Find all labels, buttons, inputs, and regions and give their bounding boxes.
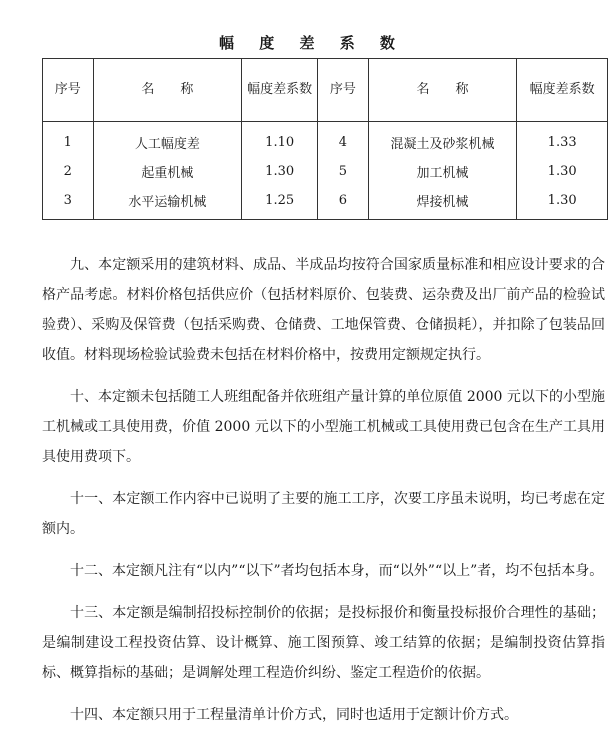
paragraph-11: 十一、本定额工作内容中已说明了主要的施工工序，次要工序虽未说明，均已考虑在定额内。 (42, 491, 605, 537)
paragraph-10: 十、本定额未包括随工人班组配备并依班组产量计算的单位原值 2000 元以下的小型施工机械或工具使用费，价值 2000 元以下的小型施工机械或工具使用费已包含在生产工具用具使用费项下。 (42, 389, 605, 465)
cell-no: 2 (43, 157, 94, 186)
cell-coef-2: 1.33 (517, 122, 608, 158)
table-header-row (43, 59, 608, 122)
cell-name-2: 混凝土及砂浆机械 (368, 122, 517, 158)
cell-coef: 1.30 (242, 157, 318, 186)
header-no-2: 序号 (318, 59, 369, 122)
header-coef: 幅度差系数 (242, 59, 318, 122)
cell-no-2: 6 (318, 186, 369, 220)
cell-coef-2: 1.30 (517, 186, 608, 220)
cell-name: 水平运输机械 (93, 186, 242, 220)
header-no: 序号 (43, 59, 94, 122)
paragraph-13: 十三、本定额是编制招投标控制价的依据；是投标报价和衡量投标报价合理性的基础；是编制建设工程投资估算、设计概算、施工图预算、竣工结算的依据；是编制投资估算指标、概算指标的基础；是调解处理工程造价纠纷、鉴定工程造价的依据。 (42, 605, 605, 681)
paragraph-14: 十四、本定额只用于工程量清单计价方式，同时也适用于定额计价方式。 (70, 707, 518, 723)
paragraph-9: 九、本定额采用的建筑材料、成品、半成品均按符合国家质量标准和相应设计要求的合格产品考虑。材料价格包括供应价（包括材料原价、包装费、运杂费及出厂前产品的检验试验费）、采购及保管费（包括采购费、仓储费、工地保管费、仓储损耗），并扣除了包装品回收值。材料现场检验试验费未包括在材料价格中，按费用定额规定执行。 (42, 257, 605, 363)
paragraph-12: 十二、本定额凡注有“以内”“以下”者均包括本身，而“以外”“以上”者，均不包括本身。 (70, 563, 604, 579)
cell-name: 人工幅度差 (93, 122, 242, 158)
header-name: 名 称 (93, 59, 242, 122)
cell-name-2: 加工机械 (368, 157, 517, 186)
table-title: 幅 度 差 系 数 (219, 34, 405, 52)
cell-name-2: 焊接机械 (368, 186, 517, 220)
cell-no: 3 (43, 186, 94, 220)
table-row (43, 122, 608, 158)
cell-no-2: 5 (318, 157, 369, 186)
table-row (43, 186, 608, 220)
header-coef-2: 幅度差系数 (517, 59, 608, 122)
cell-name: 起重机械 (93, 157, 242, 186)
body-text (42, 250, 605, 742)
cell-coef-2: 1.30 (517, 157, 608, 186)
cell-coef: 1.10 (242, 122, 318, 158)
cell-no: 1 (43, 122, 94, 158)
table-row (43, 157, 608, 186)
header-name-2: 名 称 (368, 59, 517, 122)
cell-coef: 1.25 (242, 186, 318, 220)
cell-no-2: 4 (318, 122, 369, 158)
coefficient-table (42, 58, 608, 220)
